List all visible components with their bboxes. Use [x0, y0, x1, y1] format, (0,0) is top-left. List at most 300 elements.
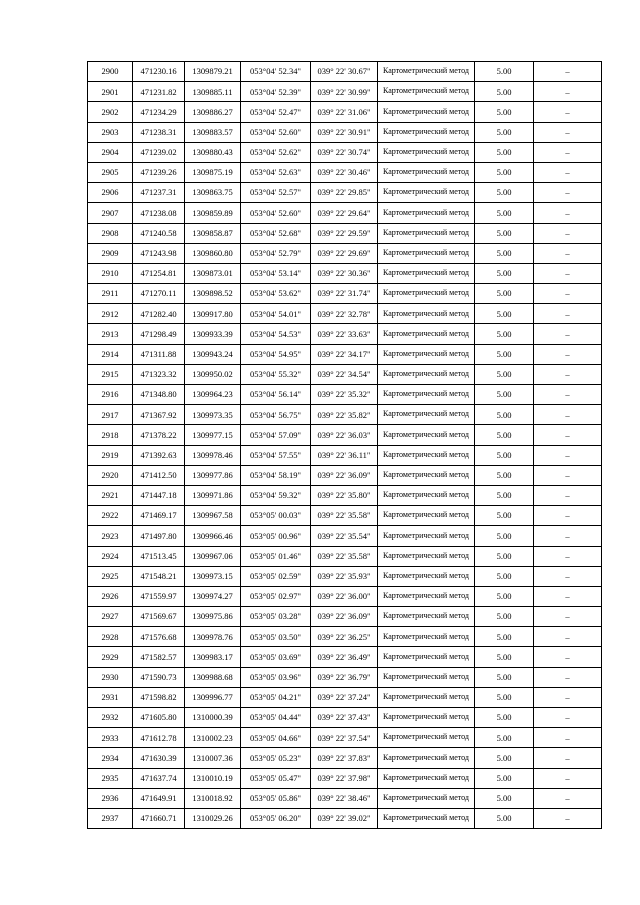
method-cell: Картометрический метод	[378, 627, 475, 647]
latitude-cell: 053°04' 52.34"	[241, 62, 311, 82]
method-cell: Картометрический метод	[378, 122, 475, 142]
method-cell: Картометрический метод	[378, 526, 475, 546]
table-row	[88, 485, 602, 505]
note-cell: –	[534, 667, 602, 687]
x-coordinate-cell: 471348.80	[133, 385, 185, 405]
method-cell: Картометрический метод	[378, 485, 475, 505]
longitude-cell: 039° 22' 35.54"	[311, 526, 378, 546]
point-number-cell: 2932	[88, 708, 133, 728]
accuracy-cell: 5.00	[475, 465, 534, 485]
note-cell: –	[534, 102, 602, 122]
point-number-cell: 2909	[88, 243, 133, 263]
point-number-cell: 2937	[88, 808, 133, 828]
latitude-cell: 053°04' 57.09"	[241, 425, 311, 445]
table-row	[88, 627, 602, 647]
method-cell: Картометрический метод	[378, 183, 475, 203]
method-cell: Картометрический метод	[378, 223, 475, 243]
longitude-cell: 039° 22' 36.79"	[311, 667, 378, 687]
x-coordinate-cell: 471231.82	[133, 82, 185, 102]
latitude-cell: 053°04' 52.60"	[241, 203, 311, 223]
method-cell: Картометрический метод	[378, 728, 475, 748]
table-row	[88, 566, 602, 586]
x-coordinate-cell: 471282.40	[133, 304, 185, 324]
y-coordinate-cell: 1309967.58	[185, 506, 241, 526]
point-number-cell: 2936	[88, 788, 133, 808]
longitude-cell: 039° 22' 37.24"	[311, 687, 378, 707]
note-cell: –	[534, 284, 602, 304]
table-row	[88, 62, 602, 82]
point-number-cell: 2913	[88, 324, 133, 344]
longitude-cell: 039° 22' 35.80"	[311, 485, 378, 505]
latitude-cell: 053°04' 56.14"	[241, 385, 311, 405]
accuracy-cell: 5.00	[475, 122, 534, 142]
longitude-cell: 039° 22' 36.09"	[311, 607, 378, 627]
y-coordinate-cell: 1309898.52	[185, 284, 241, 304]
latitude-cell: 053°04' 53.62"	[241, 284, 311, 304]
note-cell: –	[534, 546, 602, 566]
latitude-cell: 053°05' 04.21"	[241, 687, 311, 707]
y-coordinate-cell: 1309885.11	[185, 82, 241, 102]
y-coordinate-cell: 1310002.23	[185, 728, 241, 748]
note-cell: –	[534, 607, 602, 627]
accuracy-cell: 5.00	[475, 344, 534, 364]
point-number-cell: 2923	[88, 526, 133, 546]
point-number-cell: 2914	[88, 344, 133, 364]
method-cell: Картометрический метод	[378, 546, 475, 566]
table-row	[88, 425, 602, 445]
longitude-cell: 039° 22' 29.85"	[311, 183, 378, 203]
accuracy-cell: 5.00	[475, 364, 534, 384]
longitude-cell: 039° 22' 35.93"	[311, 566, 378, 586]
x-coordinate-cell: 471569.67	[133, 607, 185, 627]
longitude-cell: 039° 22' 38.46"	[311, 788, 378, 808]
y-coordinate-cell: 1309879.21	[185, 62, 241, 82]
y-coordinate-cell: 1309859.89	[185, 203, 241, 223]
latitude-cell: 053°04' 52.63"	[241, 162, 311, 182]
y-coordinate-cell: 1309917.80	[185, 304, 241, 324]
y-coordinate-cell: 1309967.06	[185, 546, 241, 566]
latitude-cell: 053°05' 05.47"	[241, 768, 311, 788]
method-cell: Картометрический метод	[378, 344, 475, 364]
longitude-cell: 039° 22' 37.98"	[311, 768, 378, 788]
table-row	[88, 667, 602, 687]
y-coordinate-cell: 1310010.19	[185, 768, 241, 788]
method-cell: Картометрический метод	[378, 465, 475, 485]
note-cell: –	[534, 385, 602, 405]
point-number-cell: 2904	[88, 142, 133, 162]
point-number-cell: 2933	[88, 728, 133, 748]
table-row	[88, 304, 602, 324]
accuracy-cell: 5.00	[475, 728, 534, 748]
table-row	[88, 324, 602, 344]
note-cell: –	[534, 768, 602, 788]
y-coordinate-cell: 1310000.39	[185, 708, 241, 728]
x-coordinate-cell: 471243.98	[133, 243, 185, 263]
note-cell: –	[534, 405, 602, 425]
longitude-cell: 039° 22' 36.25"	[311, 627, 378, 647]
x-coordinate-cell: 471649.91	[133, 788, 185, 808]
longitude-cell: 039° 22' 32.78"	[311, 304, 378, 324]
point-number-cell: 2931	[88, 687, 133, 707]
method-cell: Картометрический метод	[378, 586, 475, 606]
method-cell: Картометрический метод	[378, 324, 475, 344]
y-coordinate-cell: 1309863.75	[185, 183, 241, 203]
method-cell: Картометрический метод	[378, 82, 475, 102]
latitude-cell: 053°04' 54.53"	[241, 324, 311, 344]
point-number-cell: 2934	[88, 748, 133, 768]
x-coordinate-cell: 471412.50	[133, 465, 185, 485]
method-cell: Картометрический метод	[378, 62, 475, 82]
longitude-cell: 039° 22' 29.69"	[311, 243, 378, 263]
method-cell: Картометрический метод	[378, 243, 475, 263]
latitude-cell: 053°05' 05.86"	[241, 788, 311, 808]
table-row	[88, 465, 602, 485]
longitude-cell: 039° 22' 36.09"	[311, 465, 378, 485]
method-cell: Картометрический метод	[378, 667, 475, 687]
y-coordinate-cell: 1309973.15	[185, 566, 241, 586]
y-coordinate-cell: 1309860.80	[185, 243, 241, 263]
table-row	[88, 808, 602, 828]
latitude-cell: 053°04' 52.79"	[241, 243, 311, 263]
x-coordinate-cell: 471298.49	[133, 324, 185, 344]
longitude-cell: 039° 22' 35.58"	[311, 546, 378, 566]
longitude-cell: 039° 22' 30.74"	[311, 142, 378, 162]
point-number-cell: 2905	[88, 162, 133, 182]
y-coordinate-cell: 1309974.27	[185, 586, 241, 606]
method-cell: Картометрический метод	[378, 203, 475, 223]
accuracy-cell: 5.00	[475, 445, 534, 465]
point-number-cell: 2930	[88, 667, 133, 687]
note-cell: –	[534, 485, 602, 505]
note-cell: –	[534, 445, 602, 465]
longitude-cell: 039° 22' 30.91"	[311, 122, 378, 142]
accuracy-cell: 5.00	[475, 748, 534, 768]
table-row	[88, 102, 602, 122]
longitude-cell: 039° 22' 34.54"	[311, 364, 378, 384]
note-cell: –	[534, 203, 602, 223]
latitude-cell: 053°05' 03.28"	[241, 607, 311, 627]
point-number-cell: 2935	[88, 768, 133, 788]
latitude-cell: 053°04' 58.19"	[241, 465, 311, 485]
accuracy-cell: 5.00	[475, 788, 534, 808]
point-number-cell: 2921	[88, 485, 133, 505]
y-coordinate-cell: 1310018.92	[185, 788, 241, 808]
accuracy-cell: 5.00	[475, 566, 534, 586]
latitude-cell: 053°05' 03.96"	[241, 667, 311, 687]
x-coordinate-cell: 471367.92	[133, 405, 185, 425]
longitude-cell: 039° 22' 30.99"	[311, 82, 378, 102]
latitude-cell: 053°05' 06.20"	[241, 808, 311, 828]
longitude-cell: 039° 22' 35.32"	[311, 385, 378, 405]
table-row	[88, 122, 602, 142]
latitude-cell: 053°05' 05.23"	[241, 748, 311, 768]
latitude-cell: 053°04' 52.57"	[241, 183, 311, 203]
y-coordinate-cell: 1309966.46	[185, 526, 241, 546]
latitude-cell: 053°05' 01.46"	[241, 546, 311, 566]
longitude-cell: 039° 22' 37.83"	[311, 748, 378, 768]
note-cell: –	[534, 82, 602, 102]
y-coordinate-cell: 1309971.86	[185, 485, 241, 505]
y-coordinate-cell: 1309873.01	[185, 263, 241, 283]
note-cell: –	[534, 465, 602, 485]
point-number-cell: 2924	[88, 546, 133, 566]
table-row	[88, 546, 602, 566]
note-cell: –	[534, 304, 602, 324]
y-coordinate-cell: 1309978.46	[185, 445, 241, 465]
y-coordinate-cell: 1309964.23	[185, 385, 241, 405]
latitude-cell: 053°05' 04.44"	[241, 708, 311, 728]
x-coordinate-cell: 471548.21	[133, 566, 185, 586]
note-cell: –	[534, 748, 602, 768]
method-cell: Картометрический метод	[378, 405, 475, 425]
method-cell: Картометрический метод	[378, 788, 475, 808]
table-row	[88, 385, 602, 405]
table-row	[88, 728, 602, 748]
x-coordinate-cell: 471237.31	[133, 183, 185, 203]
accuracy-cell: 5.00	[475, 243, 534, 263]
latitude-cell: 053°05' 03.69"	[241, 647, 311, 667]
accuracy-cell: 5.00	[475, 324, 534, 344]
longitude-cell: 039° 22' 36.03"	[311, 425, 378, 445]
accuracy-cell: 5.00	[475, 304, 534, 324]
note-cell: –	[534, 788, 602, 808]
longitude-cell: 039° 22' 30.46"	[311, 162, 378, 182]
x-coordinate-cell: 471239.26	[133, 162, 185, 182]
method-cell: Картометрический метод	[378, 142, 475, 162]
note-cell: –	[534, 142, 602, 162]
latitude-cell: 053°04' 56.75"	[241, 405, 311, 425]
method-cell: Картометрический метод	[378, 687, 475, 707]
x-coordinate-cell: 471630.39	[133, 748, 185, 768]
latitude-cell: 053°04' 59.32"	[241, 485, 311, 505]
y-coordinate-cell: 1309880.43	[185, 142, 241, 162]
x-coordinate-cell: 471513.45	[133, 546, 185, 566]
accuracy-cell: 5.00	[475, 102, 534, 122]
latitude-cell: 053°04' 52.39"	[241, 82, 311, 102]
note-cell: –	[534, 223, 602, 243]
method-cell: Картометрический метод	[378, 647, 475, 667]
latitude-cell: 053°04' 55.32"	[241, 364, 311, 384]
method-cell: Картометрический метод	[378, 607, 475, 627]
longitude-cell: 039° 22' 36.11"	[311, 445, 378, 465]
note-cell: –	[534, 263, 602, 283]
table-row	[88, 183, 602, 203]
longitude-cell: 039° 22' 37.54"	[311, 728, 378, 748]
y-coordinate-cell: 1309996.77	[185, 687, 241, 707]
note-cell: –	[534, 324, 602, 344]
y-coordinate-cell: 1309858.87	[185, 223, 241, 243]
point-number-cell: 2912	[88, 304, 133, 324]
table-row	[88, 405, 602, 425]
accuracy-cell: 5.00	[475, 607, 534, 627]
note-cell: –	[534, 708, 602, 728]
x-coordinate-cell: 471240.58	[133, 223, 185, 243]
table-row	[88, 708, 602, 728]
method-cell: Картометрический метод	[378, 768, 475, 788]
accuracy-cell: 5.00	[475, 284, 534, 304]
table-row	[88, 142, 602, 162]
accuracy-cell: 5.00	[475, 546, 534, 566]
note-cell: –	[534, 808, 602, 828]
point-number-cell: 2925	[88, 566, 133, 586]
x-coordinate-cell: 471590.73	[133, 667, 185, 687]
table-row	[88, 687, 602, 707]
x-coordinate-cell: 471598.82	[133, 687, 185, 707]
y-coordinate-cell: 1309973.35	[185, 405, 241, 425]
point-number-cell: 2901	[88, 82, 133, 102]
method-cell: Картометрический метод	[378, 102, 475, 122]
longitude-cell: 039° 22' 33.63"	[311, 324, 378, 344]
point-number-cell: 2906	[88, 183, 133, 203]
y-coordinate-cell: 1309875.19	[185, 162, 241, 182]
table-row	[88, 82, 602, 102]
method-cell: Картометрический метод	[378, 385, 475, 405]
method-cell: Картометрический метод	[378, 304, 475, 324]
x-coordinate-cell: 471230.16	[133, 62, 185, 82]
accuracy-cell: 5.00	[475, 768, 534, 788]
accuracy-cell: 5.00	[475, 263, 534, 283]
y-coordinate-cell: 1309975.86	[185, 607, 241, 627]
y-coordinate-cell: 1310029.26	[185, 808, 241, 828]
y-coordinate-cell: 1309983.17	[185, 647, 241, 667]
accuracy-cell: 5.00	[475, 485, 534, 505]
x-coordinate-cell: 471576.68	[133, 627, 185, 647]
table-row	[88, 445, 602, 465]
latitude-cell: 053°05' 02.97"	[241, 586, 311, 606]
table-row	[88, 586, 602, 606]
x-coordinate-cell: 471637.74	[133, 768, 185, 788]
x-coordinate-cell: 471497.80	[133, 526, 185, 546]
note-cell: –	[534, 526, 602, 546]
longitude-cell: 039° 22' 39.02"	[311, 808, 378, 828]
latitude-cell: 053°04' 53.14"	[241, 263, 311, 283]
x-coordinate-cell: 471469.17	[133, 506, 185, 526]
table-row	[88, 768, 602, 788]
method-cell: Картометрический метод	[378, 748, 475, 768]
x-coordinate-cell: 471660.71	[133, 808, 185, 828]
note-cell: –	[534, 627, 602, 647]
coordinates-table	[87, 61, 602, 829]
latitude-cell: 053°05' 00.03"	[241, 506, 311, 526]
point-number-cell: 2917	[88, 405, 133, 425]
accuracy-cell: 5.00	[475, 162, 534, 182]
table-row	[88, 748, 602, 768]
accuracy-cell: 5.00	[475, 223, 534, 243]
longitude-cell: 039° 22' 35.58"	[311, 506, 378, 526]
method-cell: Картометрический метод	[378, 425, 475, 445]
point-number-cell: 2902	[88, 102, 133, 122]
x-coordinate-cell: 471323.32	[133, 364, 185, 384]
method-cell: Картометрический метод	[378, 506, 475, 526]
x-coordinate-cell: 471392.63	[133, 445, 185, 465]
accuracy-cell: 5.00	[475, 82, 534, 102]
note-cell: –	[534, 62, 602, 82]
table-row	[88, 526, 602, 546]
latitude-cell: 053°04' 52.62"	[241, 142, 311, 162]
table-row	[88, 344, 602, 364]
latitude-cell: 053°04' 54.01"	[241, 304, 311, 324]
accuracy-cell: 5.00	[475, 405, 534, 425]
point-number-cell: 2927	[88, 607, 133, 627]
accuracy-cell: 5.00	[475, 385, 534, 405]
note-cell: –	[534, 647, 602, 667]
point-number-cell: 2929	[88, 647, 133, 667]
x-coordinate-cell: 471234.29	[133, 102, 185, 122]
point-number-cell: 2908	[88, 223, 133, 243]
x-coordinate-cell: 471254.81	[133, 263, 185, 283]
table-row	[88, 263, 602, 283]
accuracy-cell: 5.00	[475, 506, 534, 526]
table-row	[88, 162, 602, 182]
x-coordinate-cell: 471311.88	[133, 344, 185, 364]
coordinates-table-body	[88, 62, 602, 829]
x-coordinate-cell: 471612.78	[133, 728, 185, 748]
longitude-cell: 039° 22' 30.67"	[311, 62, 378, 82]
note-cell: –	[534, 687, 602, 707]
latitude-cell: 053°04' 54.95"	[241, 344, 311, 364]
table-row	[88, 203, 602, 223]
method-cell: Картометрический метод	[378, 808, 475, 828]
latitude-cell: 053°05' 03.50"	[241, 627, 311, 647]
table-row	[88, 364, 602, 384]
accuracy-cell: 5.00	[475, 647, 534, 667]
x-coordinate-cell: 471582.57	[133, 647, 185, 667]
longitude-cell: 039° 22' 30.36"	[311, 263, 378, 283]
point-number-cell: 2900	[88, 62, 133, 82]
latitude-cell: 053°04' 52.47"	[241, 102, 311, 122]
point-number-cell: 2928	[88, 627, 133, 647]
method-cell: Картометрический метод	[378, 445, 475, 465]
note-cell: –	[534, 506, 602, 526]
accuracy-cell: 5.00	[475, 627, 534, 647]
accuracy-cell: 5.00	[475, 183, 534, 203]
x-coordinate-cell: 471447.18	[133, 485, 185, 505]
x-coordinate-cell: 471238.31	[133, 122, 185, 142]
accuracy-cell: 5.00	[475, 687, 534, 707]
note-cell: –	[534, 122, 602, 142]
accuracy-cell: 5.00	[475, 667, 534, 687]
point-number-cell: 2911	[88, 284, 133, 304]
longitude-cell: 039° 22' 29.64"	[311, 203, 378, 223]
longitude-cell: 039° 22' 36.49"	[311, 647, 378, 667]
point-number-cell: 2918	[88, 425, 133, 445]
x-coordinate-cell: 471238.08	[133, 203, 185, 223]
table-row	[88, 243, 602, 263]
y-coordinate-cell: 1309883.57	[185, 122, 241, 142]
method-cell: Картометрический метод	[378, 566, 475, 586]
point-number-cell: 2910	[88, 263, 133, 283]
note-cell: –	[534, 183, 602, 203]
method-cell: Картометрический метод	[378, 364, 475, 384]
accuracy-cell: 5.00	[475, 425, 534, 445]
note-cell: –	[534, 162, 602, 182]
accuracy-cell: 5.00	[475, 62, 534, 82]
x-coordinate-cell: 471270.11	[133, 284, 185, 304]
table-row	[88, 647, 602, 667]
longitude-cell: 039° 22' 36.00"	[311, 586, 378, 606]
y-coordinate-cell: 1309943.24	[185, 344, 241, 364]
note-cell: –	[534, 425, 602, 445]
y-coordinate-cell: 1309950.02	[185, 364, 241, 384]
note-cell: –	[534, 243, 602, 263]
point-number-cell: 2922	[88, 506, 133, 526]
longitude-cell: 039° 22' 29.59"	[311, 223, 378, 243]
table-row	[88, 607, 602, 627]
latitude-cell: 053°05' 00.96"	[241, 526, 311, 546]
table-row	[88, 788, 602, 808]
table-row	[88, 284, 602, 304]
longitude-cell: 039° 22' 35.82"	[311, 405, 378, 425]
